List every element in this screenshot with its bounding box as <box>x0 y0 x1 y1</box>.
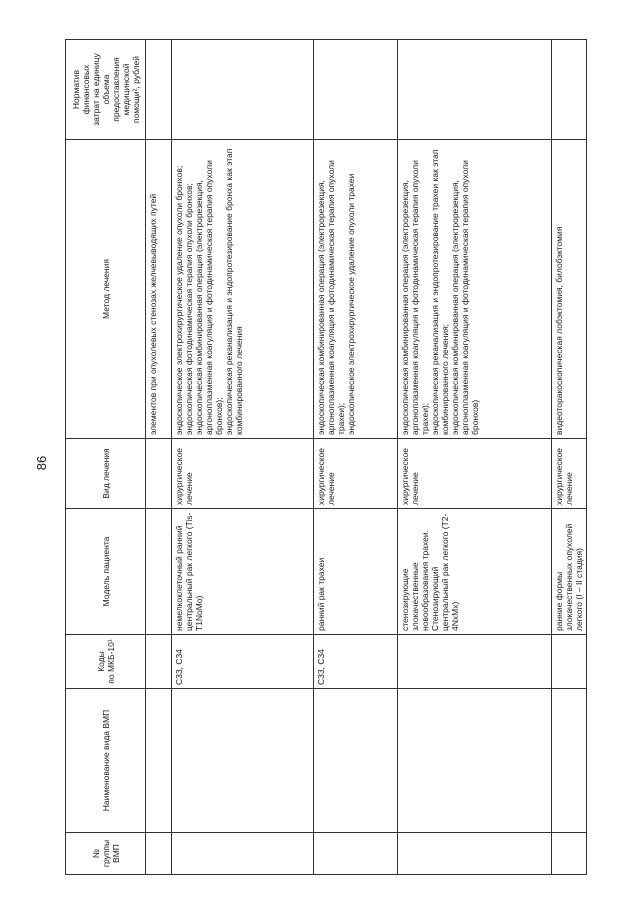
icd-codes-cell <box>146 635 172 689</box>
table-row <box>398 40 552 875</box>
cost-cell <box>552 40 587 140</box>
group-number-cell <box>146 833 172 875</box>
treatment-type-cell: хирургическое лечение <box>314 439 398 509</box>
group-number-cell <box>172 833 314 875</box>
table-row <box>146 40 172 875</box>
patient-model-cell: немелкоклеточный ранний центральный рак легкого (Tis-T1NoMo) <box>172 509 314 635</box>
treatment-method-cell <box>552 140 587 439</box>
method-line: эндоскопическая фотодинамическая терапия опухоли бронхов; <box>184 183 194 435</box>
method-line: эндоскопическая комбинированная операция (электрорезекция, аргоноплазменная коагуляция и фотодинамическая терапия опухоли бронхов) <box>450 160 480 435</box>
method-line: видеоторакоскопическая лобэктомия, билобэктомия <box>554 226 564 435</box>
vmp-table <box>65 39 587 875</box>
method-line: элементов при опухолевых стенозах желчевыводящих путей <box>148 193 158 435</box>
treatment-method-cell <box>314 140 398 439</box>
header-group-number: № группы ВМП <box>66 833 146 875</box>
treatment-method-cell <box>146 140 172 439</box>
table-header-row <box>66 40 146 875</box>
header-icd-codes: Коды по МКБ-10¹ <box>66 635 146 689</box>
method-line: эндоскопическая комбинированная операция (электрорезекция, аргоноплазменная коагуляция и фотодинамическая терапия опухоли трахеи); <box>400 160 430 435</box>
patient-model-cell: ранний рак трахеи <box>314 509 398 635</box>
icd-codes-cell: C33, C34 <box>172 635 314 689</box>
table-row <box>314 40 398 875</box>
cost-cell <box>398 40 552 140</box>
cost-cell <box>172 40 314 140</box>
header-treatment-method: Метод лечения <box>66 140 146 439</box>
icd-codes-cell: C33, C34 <box>314 635 398 689</box>
patient-model-cell <box>146 509 172 635</box>
icd-codes-cell <box>398 635 552 689</box>
cost-cell <box>146 40 172 140</box>
cost-cell <box>314 40 398 140</box>
header-patient-model: Модель пациента <box>66 509 146 635</box>
vmp-name-cell <box>552 689 587 833</box>
method-line: эндоскопическая комбинированная операция (электрорезекция, аргоноплазменная коагуляция и фотодинамическая терапия опухоли бронхов); <box>194 160 224 435</box>
header-treatment-type: Вид лечения <box>66 439 146 509</box>
group-number-cell <box>314 833 398 875</box>
header-vmp-name: Наименование вида ВМП <box>66 689 146 833</box>
method-line: эндоскопическая реканализация и эндопротезирование бронха как этап комбинированного лечения <box>224 148 244 435</box>
treatment-type-cell: хирургическое лечение <box>172 439 314 509</box>
treatment-type-cell: хирургическое лечение <box>398 439 552 509</box>
vmp-name-cell <box>314 689 398 833</box>
vmp-name-cell <box>398 689 552 833</box>
group-number-cell <box>398 833 552 875</box>
patient-model-cell: стенозирующие злокачественные новообразования трахеи. Стенозирующий центральный рак легкого (T2-4NxMx) <box>398 509 552 635</box>
header-cost-standard: Норматив финансовых затрат на единицу объема предоставления медицинской помощи², рублей <box>66 40 146 140</box>
treatment-method-cell <box>172 140 314 439</box>
method-line: эндоскопическое электрохирургическое удаление опухоли бронхов; <box>174 165 184 435</box>
page-number: 86 <box>34 455 49 471</box>
method-line: эндоскопическое электрохирургическое удаление опухоли трахеи <box>346 173 356 435</box>
method-line: эндоскопическая реканализация и эндопротезирование трахеи как этап комбинированного лечения; <box>430 149 450 435</box>
document-page <box>65 40 585 875</box>
vmp-name-cell <box>172 689 314 833</box>
patient-model-cell: ранние формы злокачественных опухолей легкого (I – II стадия) <box>552 509 587 635</box>
table-row <box>552 40 587 875</box>
treatment-method-cell <box>398 140 552 439</box>
icd-codes-cell <box>552 635 587 689</box>
treatment-type-cell: хирургическое лечение <box>552 439 587 509</box>
vmp-name-cell <box>146 689 172 833</box>
table-row <box>172 40 314 875</box>
method-line: эндоскопическая комбинированная операция (электрорезекция, аргоноплазменная коагуляция и фотодинамическая терапия опухоли трахеи); <box>316 160 346 435</box>
group-number-cell <box>552 833 587 875</box>
treatment-type-cell <box>146 439 172 509</box>
